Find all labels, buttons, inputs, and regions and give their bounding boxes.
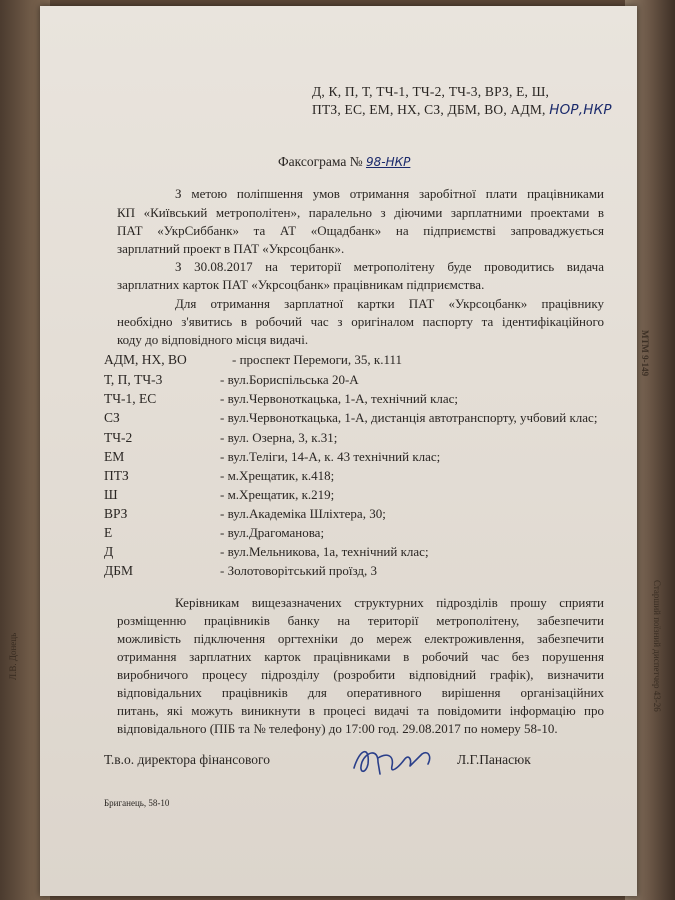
closing-line-1 bbox=[117, 595, 604, 611]
paragraph-3-line-2: необхідно з'явитись в робочий час з оригіналом паспорту та ідентифікаційного bbox=[117, 314, 604, 329]
handwritten-signature bbox=[348, 738, 438, 782]
closing-line-7: питань, які можуть виникнути в процесі видачі та повідомити інформацію про bbox=[117, 703, 604, 718]
location-code: Е bbox=[104, 525, 113, 540]
location-code: ЕМ bbox=[104, 449, 125, 464]
location-code: ДБМ bbox=[104, 563, 133, 578]
location-code: ВРЗ bbox=[104, 506, 128, 521]
location-code: СЗ bbox=[104, 410, 120, 425]
document-title bbox=[278, 154, 410, 170]
paragraph-2-line-1 bbox=[117, 259, 604, 275]
paragraph-3-line-3: коду до відповідного місця видачі. bbox=[117, 332, 309, 347]
location-address: - вул. Озерна, 3, к.31; bbox=[220, 430, 338, 445]
closing-line-8: відповідального (ПІБ та № телефону) до 17:00 год. 29.08.2017 по номеру 58-10. bbox=[117, 721, 558, 736]
paragraph-1-line-2: КП «Київський метрополітен», паралельно з діючими зарплатними проектами в bbox=[117, 205, 604, 220]
recipients-line-1: Д, К, П, Т, ТЧ-1, ТЧ-2, ТЧ-3, ВРЗ, Е, Ш, bbox=[312, 84, 550, 99]
background-note-right-1: МТМ 9-149 bbox=[640, 330, 650, 377]
closing-line-4: отримання зарплатних карток працівниками в робочий час без порушення bbox=[117, 649, 604, 664]
location-code: Ш bbox=[104, 487, 118, 502]
location-code: Д bbox=[104, 544, 114, 559]
location-address: - вул.Теліги, 14-А, к. 43 технічний клас; bbox=[220, 449, 441, 464]
location-address: - проспект Перемоги, 35, к.111 bbox=[232, 352, 402, 367]
background-note-right-2: Старший поїзний диспетчер 43-26 bbox=[652, 580, 662, 712]
footer-contact: Бриганець, 58-10 bbox=[104, 798, 170, 808]
paragraph-1-line-4: зарплатний проект в ПАТ «Укрсоцбанк». bbox=[117, 241, 345, 256]
closing-line-5: виробничого процесу підрозділу (розробити відповідний графік), визначити bbox=[117, 667, 604, 682]
location-code: ТЧ-2 bbox=[104, 430, 133, 445]
location-address: - вул.Червоноткацька, 1-А, дистанція автотранспорту, учбовий клас; bbox=[220, 410, 598, 425]
paragraph-2-line-2: зарплатних карток ПАТ «Укрсоцбанк» працівникам підприємства. bbox=[117, 277, 485, 292]
p2-l1-text: З 30.08.2017 на території метрополітену буде проводитись видача bbox=[175, 259, 604, 274]
closing-line-2: розміщенню працівників банку на території метрополітену, забезпечити bbox=[117, 613, 604, 628]
location-address: - вул.Бориспільська 20-А bbox=[220, 372, 359, 387]
signatory-position: Т.в.о. директора фінансового bbox=[104, 752, 270, 767]
recipients-line-2-text: ПТЗ, ЕС, ЕМ, НХ, СЗ, ДБМ, ВО, АДМ, bbox=[312, 102, 546, 117]
paragraph-1-line-1 bbox=[117, 186, 604, 202]
location-code: Т, П, ТЧ-3 bbox=[104, 372, 163, 387]
location-code: АДМ, НХ, ВО bbox=[104, 352, 187, 367]
location-address: - вул.Мельникова, 1а, технічний клас; bbox=[220, 544, 429, 559]
location-code: ПТЗ bbox=[104, 468, 129, 483]
closing-line-6: відповідальних працівників для оперативного вирішення організаційних bbox=[117, 685, 604, 700]
signatory-name: Л.Г.Панасюк bbox=[457, 752, 531, 767]
p1-l1-text: З метою поліпшення умов отримання заробітної плати працівниками bbox=[175, 186, 604, 201]
title-label: Факсограма № bbox=[278, 154, 363, 169]
location-address: - Золотоворітський проїзд, 3 bbox=[220, 563, 378, 578]
fax-document bbox=[40, 6, 637, 896]
location-address: - м.Хрещатик, к.219; bbox=[220, 487, 335, 502]
location-address: - вул.Червоноткацька, 1-А, технічний клас; bbox=[220, 391, 459, 406]
p3-l1-text: Для отримання зарплатної картки ПАТ «Укрсоцбанк» працівнику bbox=[175, 296, 604, 311]
recipients-handwritten: НОР,НКР bbox=[549, 102, 612, 118]
location-address: - вул.Академіка Шліхтера, 30; bbox=[220, 506, 386, 521]
paragraph-1-line-3: ПАТ «УкрСиббанк» та АТ «Ощадбанк» на підприємстві запроваджується bbox=[117, 223, 604, 238]
background-note-left-1: Л.В. Донець bbox=[8, 632, 18, 680]
closing-line-3: можливість підключення оргтехніки до мереж електроживлення, забезпечити bbox=[117, 631, 604, 646]
recipients-line-2 bbox=[312, 102, 612, 118]
closing-l1-text: Керівникам вищезазначених структурних підрозділів прошу сприяти bbox=[175, 595, 604, 610]
paragraph-3-line-1 bbox=[117, 296, 604, 312]
location-address: - м.Хрещатик, к.418; bbox=[220, 468, 335, 483]
location-address: - вул.Драгоманова; bbox=[220, 525, 325, 540]
location-code: ТЧ-1, ЕС bbox=[104, 391, 157, 406]
title-handwritten-number: 98-НКР bbox=[365, 155, 411, 169]
